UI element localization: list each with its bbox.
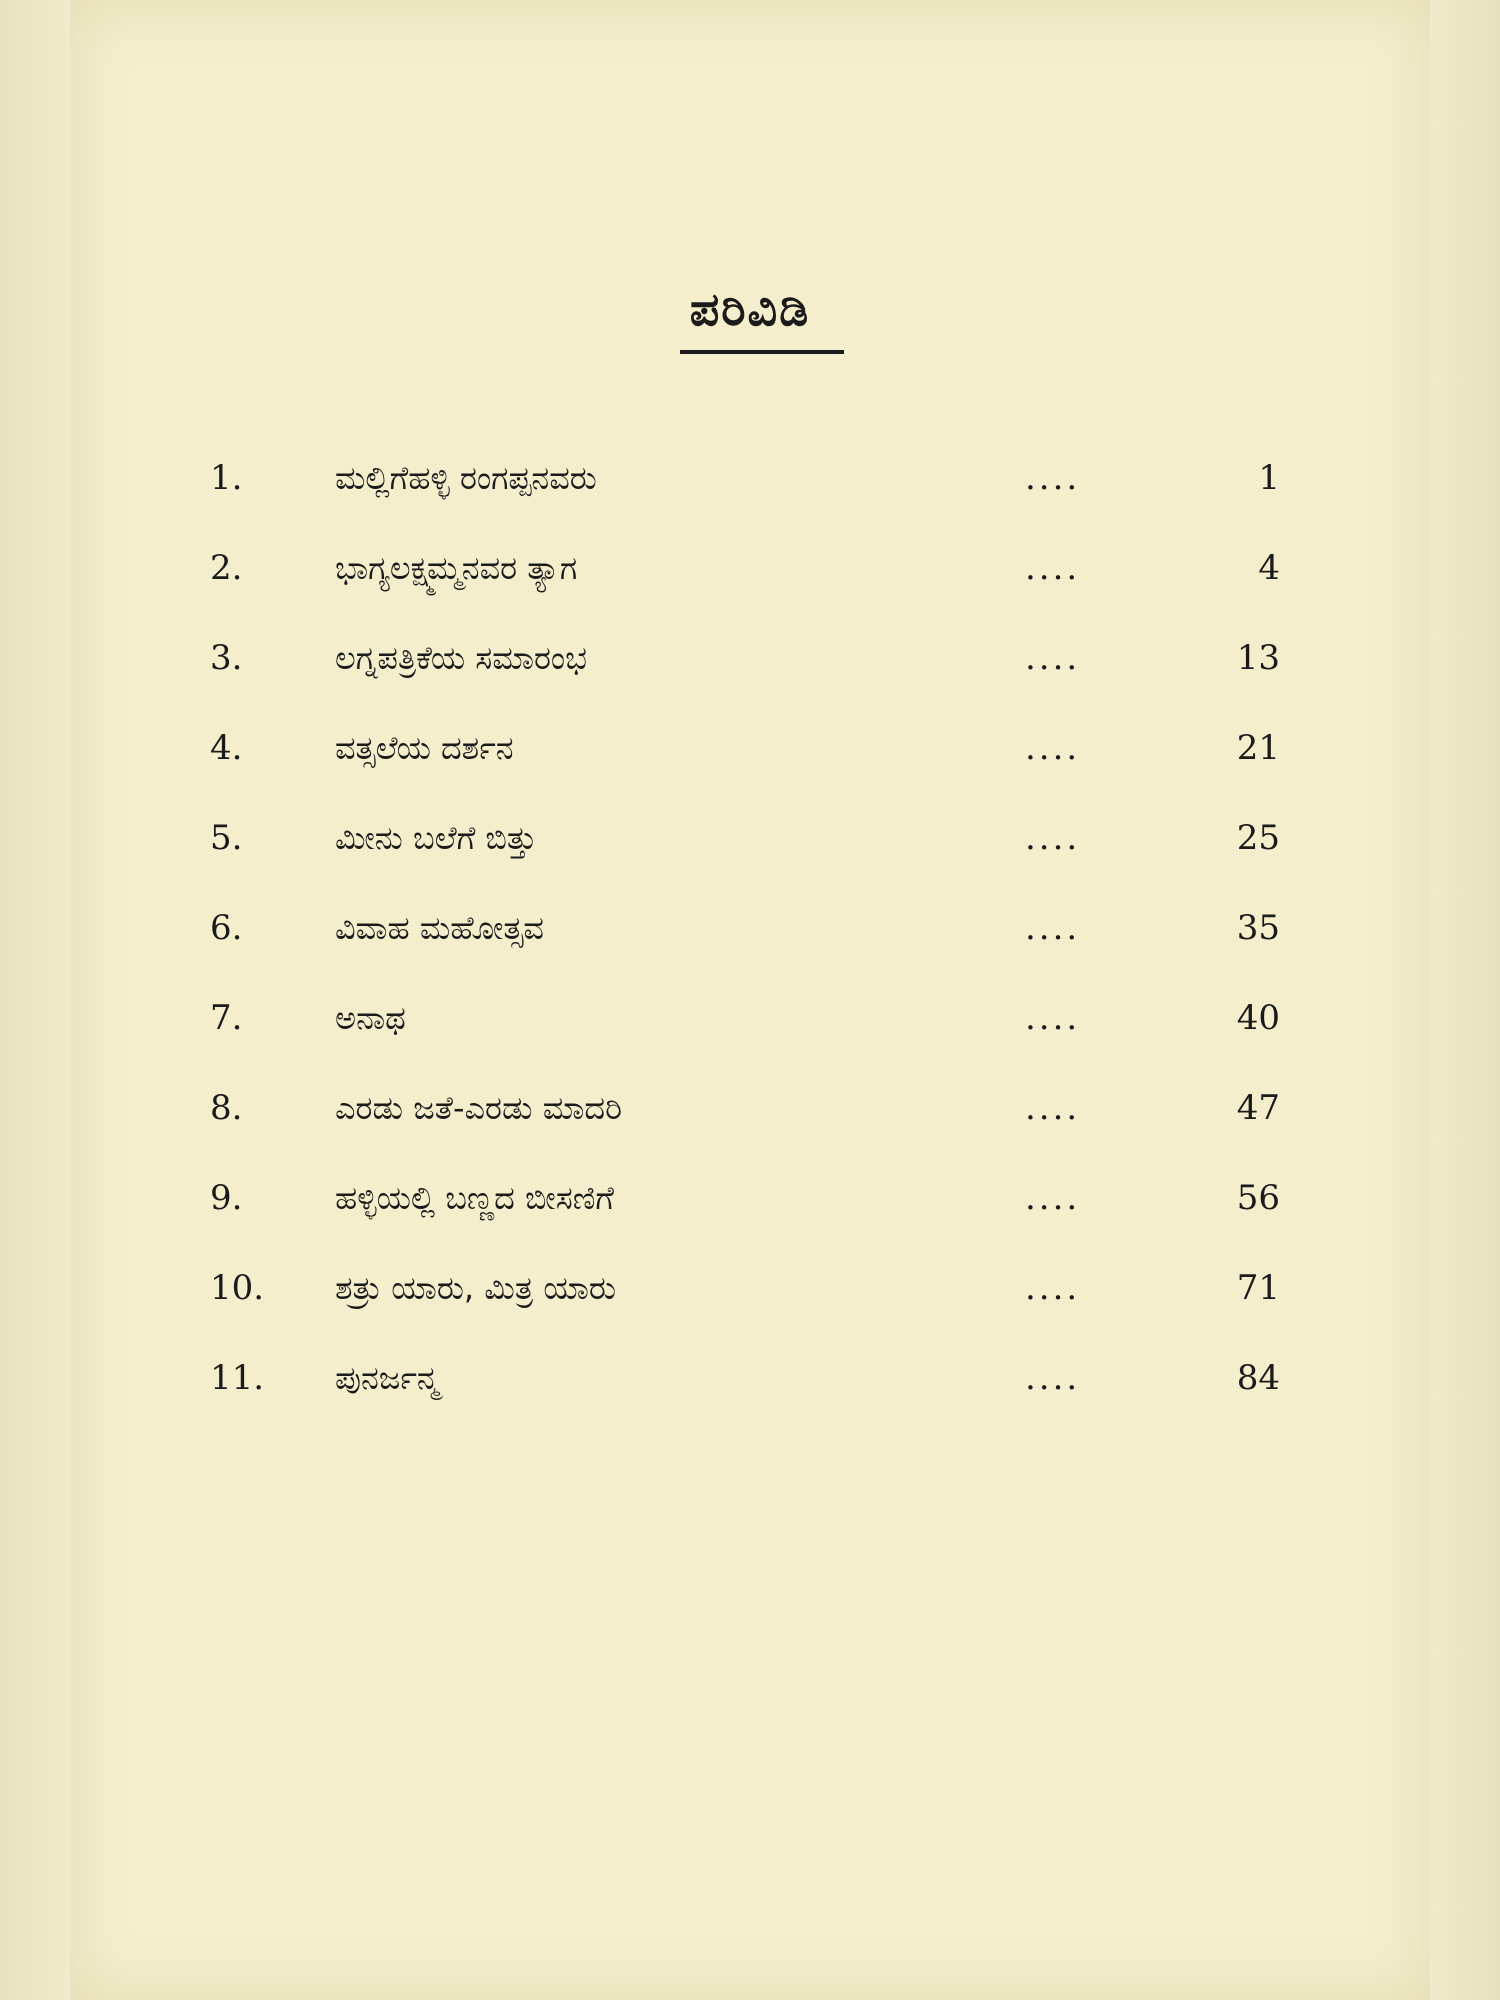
toc-leader-dots: .... xyxy=(1025,1268,1081,1308)
toc-page-number: 56 xyxy=(1236,1178,1280,1218)
toc-entry-number: 4. xyxy=(210,728,243,768)
toc-entry-number: 9. xyxy=(210,1178,243,1218)
toc-leader-dots: .... xyxy=(1025,908,1081,948)
toc-entry-number: 8. xyxy=(210,1088,243,1128)
toc-entry-title: ಶತ್ರು ಯಾರು, ಮಿತ್ರ ಯಾರು xyxy=(335,1269,617,1307)
toc-entry-8 xyxy=(0,1080,1500,1136)
toc-page-number: 47 xyxy=(1236,1088,1280,1128)
toc-entry-number: 1. xyxy=(210,458,243,498)
toc-entry-1 xyxy=(0,450,1500,506)
toc-entry-title: ಭಾಗ್ಯಲಕ್ಷ್ಮಮ್ಮನವರ ತ್ಯಾಗ xyxy=(335,549,578,587)
toc-entry-number: 6. xyxy=(210,908,243,948)
toc-leader-dots: .... xyxy=(1025,458,1081,498)
toc-entry-title: ವತ್ಸಲೆಯ ದರ್ಶನ xyxy=(335,729,514,767)
toc-entry-number: 5. xyxy=(210,818,243,858)
toc-page-number: 4 xyxy=(1258,548,1280,588)
toc-entry-title: ಲಗ್ನಪತ್ರಿಕೆಯ ಸಮಾರಂಭ xyxy=(335,639,587,677)
title-underline xyxy=(680,350,844,354)
toc-leader-dots: .... xyxy=(1025,818,1081,858)
toc-entry-10 xyxy=(0,1260,1500,1316)
toc-page-number: 71 xyxy=(1236,1268,1280,1308)
toc-entry-2 xyxy=(0,540,1500,596)
toc-entry-title: ಮಲ್ಲಿಗೆಹಳ್ಳಿ ರಂಗಪ್ಪನವರು xyxy=(335,459,597,497)
toc-entry-title: ಮೀನು ಬಲೆಗೆ ಬಿತ್ತು xyxy=(335,819,537,857)
toc-page-number: 40 xyxy=(1236,998,1280,1038)
toc-entry-number: 10. xyxy=(210,1268,265,1308)
toc-entry-5 xyxy=(0,810,1500,866)
toc-entry-9 xyxy=(0,1170,1500,1226)
toc-entry-title: ಎರಡು ಜತೆ-ಎರಡು ಮಾದರಿ xyxy=(335,1089,622,1127)
toc-entry-title: ವಿವಾಹ ಮಹೋತ್ಸವ xyxy=(335,909,544,947)
toc-leader-dots: .... xyxy=(1025,548,1081,588)
toc-leader-dots: .... xyxy=(1025,1358,1081,1398)
toc-entry-7 xyxy=(0,990,1500,1046)
toc-entry-title: ಪುನರ್ಜನ್ಮ xyxy=(335,1359,440,1397)
toc-leader-dots: .... xyxy=(1025,638,1081,678)
toc-page-number: 13 xyxy=(1236,638,1280,678)
toc-leader-dots: .... xyxy=(1025,728,1081,768)
toc-page-number: 35 xyxy=(1236,908,1280,948)
toc-page-number: 84 xyxy=(1236,1358,1280,1398)
toc-leader-dots: .... xyxy=(1025,1088,1081,1128)
toc-entry-title: ಹಳ್ಳಿಯಲ್ಲಿ ಬಣ್ಣದ ಬೀಸಣಿಗೆ xyxy=(335,1179,614,1217)
toc-page-number: 25 xyxy=(1236,818,1280,858)
toc-entry-number: 2. xyxy=(210,548,243,588)
toc-entry-3 xyxy=(0,630,1500,686)
toc-entry-11 xyxy=(0,1350,1500,1406)
toc-entry-6 xyxy=(0,900,1500,956)
page-title: ಪರಿವಿಡಿ xyxy=(689,282,811,336)
toc-entry-4 xyxy=(0,720,1500,776)
toc-entry-number: 7. xyxy=(210,998,243,1038)
toc-page-number: 1 xyxy=(1258,458,1280,498)
toc-entry-number: 3. xyxy=(210,638,243,678)
toc-leader-dots: .... xyxy=(1025,1178,1081,1218)
toc-leader-dots: .... xyxy=(1025,998,1081,1038)
toc-page-number: 21 xyxy=(1236,728,1280,768)
toc-entry-number: 11. xyxy=(210,1358,265,1398)
toc-entry-title: ಅನಾಥ xyxy=(335,999,406,1037)
